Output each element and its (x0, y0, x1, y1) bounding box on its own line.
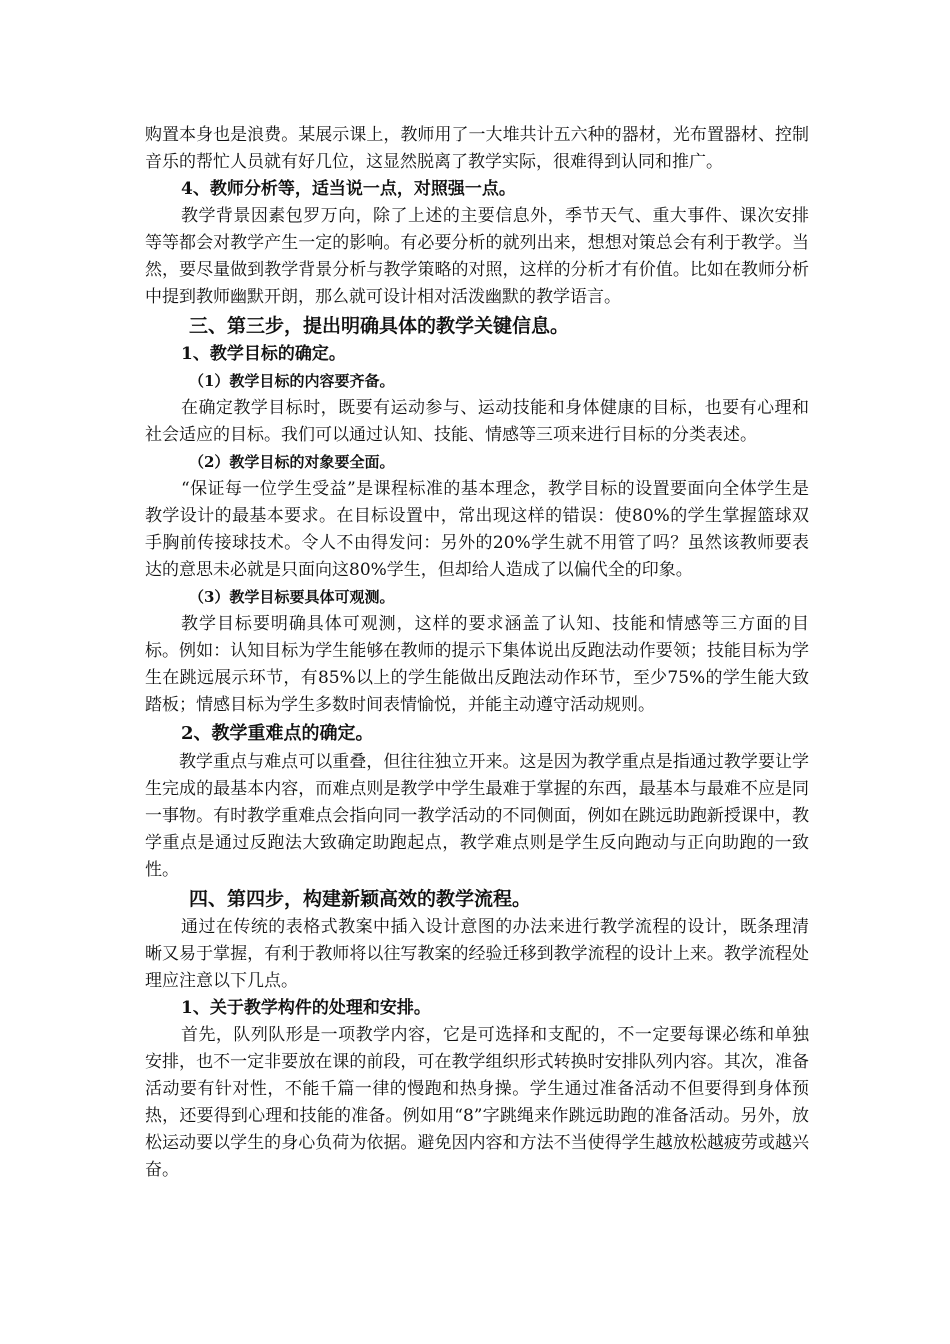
heading-teacher-analysis: 4、教师分析等，适当说一点，对照强一点。 (181, 179, 516, 199)
paragraph-goal-content: 在确定教学目标时，既要有运动参与、运动技能和身体健康的目标，也要有心理和社会适应的目标。我们可以通过认知、技能、情感等三项来进行目标的分类表述。 (145, 398, 809, 445)
paragraph-teaching-components: 首先，队列队形是一项教学内容，它是可选择和支配的，不一定要每课必练和单独安排，也不一定非要放在课的前段，可在教学组织形式转换时安排队列内容。其次，准备活动要有针对性，不能千篇一律的慢跑和热身操。学生通过准备活动不但要得到身体预热，还要得到心理和技能的准备。例如用“8”字跳绳来作跳远助跑的准备活动。另外，放松运动要以学生的身心负荷为依据。避免因内容和方法不当使得学生越放松越疲劳或越兴奋。 (145, 1025, 809, 1180)
heading-step-four: 四、第四步，构建新颖高效的教学流程。 (189, 888, 532, 910)
document-page (145, 122, 809, 1184)
heading-teaching-components: 1、关于教学构件的处理和安排。 (181, 998, 431, 1018)
paragraph-goal-observable: 教学目标要明确具体可观测，这样的要求涵盖了认知、技能和情感等三方面的目标。例如：认知目标为学生能够在教师的提示下集体说出反跑法动作要领；技能目标为学生在跳远展示环节，有85%以上的学生能做出反跑法动作环节，至少75%的学生能大致踏板；情感目标为学生多数时间表情愉悦，并能主动遵守活动规则。 (145, 614, 809, 715)
subheading-goal-target: （2）教学目标的对象要全面。 (189, 453, 395, 471)
heading-step-three: 三、第三步，提出明确具体的教学关键信息。 (189, 315, 570, 337)
paragraph-equipment-waste: 购置本身也是浪费。某展示课上，教师用了一大堆共计五六种的器材，光布置器材、控制音乐的帮忙人员就有好几位，这显然脱离了教学实际，很难得到认同和推广。 (145, 125, 809, 172)
heading-teaching-goal: 1、教学目标的确定。 (181, 344, 346, 364)
paragraph-goal-target: “保证每一位学生受益”是课程标准的基本理念，教学目标的设置要面向全体学生是教学设计的最基本要求。在目标设置中，常出现这样的错误：使80%的学生掌握篮球双手胸前传接球技术。令人不由得发问：另外的20%学生就不用管了吗？虽然该教师要表达的意思未必就是只面向这80%学生，但却给人造成了以偏代全的印象。 (145, 479, 809, 580)
paragraph-key-difficulty: 教学重点与难点可以重叠，但往往独立开来。这是因为教学重点是指通过教学要让学生完成的最基本内容，而难点则是教学中学生最难于掌握的东西，最基本与最难不应是同一事物。有时教学重难点会指向同一教学活动的不同侧面，例如在跳远助跑新授课中，教学重点是通过反跑法大致确定助跑起点，教学难点则是学生反向跑动与正向助跑的一致性。 (145, 752, 809, 880)
paragraph-teaching-flow: 通过在传统的表格式教案中插入设计意图的办法来进行教学流程的设计，既条理清晰又易于掌握，有利于教师将以往写教案的经验迁移到教学流程的设计上来。教学流程处理应注意以下几点。 (145, 917, 809, 991)
subheading-goal-content: （1）教学目标的内容要齐备。 (189, 372, 395, 390)
subheading-goal-observable: （3）教学目标要具体可观测。 (189, 588, 395, 606)
paragraph-teaching-background: 教学背景因素包罗万向，除了上述的主要信息外，季节天气、重大事件、课次安排等等都会对教学产生一定的影响。有必要分析的就列出来，想想对策总会有利于教学。当然，要尽量做到教学背景分析与教学策略的对照，这样的分析才有价值。比如在教师分析中提到教师幽默开朗，那么就可设计相对活泼幽默的教学语言。 (145, 206, 809, 307)
heading-key-difficulty: 2、教学重难点的确定。 (181, 723, 374, 744)
